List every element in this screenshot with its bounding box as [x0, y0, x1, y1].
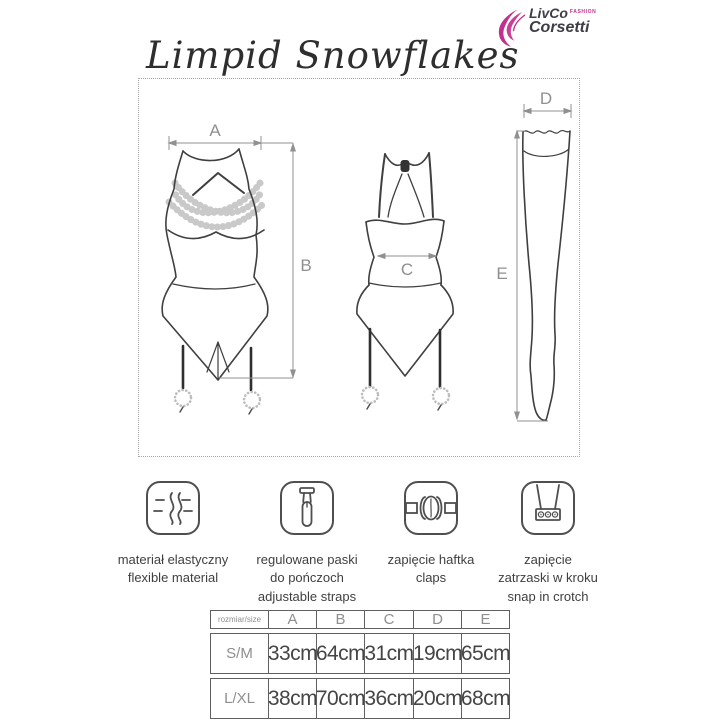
- size-table: [210, 610, 510, 719]
- garter-strap-icon: [279, 480, 335, 536]
- logo-fashion-word: FASHION: [569, 9, 597, 15]
- dimension-line-c: [378, 254, 436, 259]
- feature-adjustable-straps: [237, 480, 377, 606]
- dimension-label-a: A: [209, 121, 221, 140]
- bodysuit-front-drawing: [162, 149, 268, 414]
- column-header-a: A: [268, 611, 316, 628]
- column-header-d: D: [413, 611, 461, 628]
- product-title: Limpid Snowflakes: [146, 34, 520, 77]
- feature-caption: [237, 551, 377, 606]
- feature-caption: [103, 551, 243, 588]
- crotch-snap-icon: [520, 480, 576, 536]
- measurement-cell: 19cm: [413, 634, 461, 673]
- caption-line: zapięcie haftka: [387, 552, 475, 567]
- table-row-sm: [210, 633, 510, 674]
- dimension-label-b: B: [300, 256, 312, 275]
- column-header-e: E: [461, 611, 509, 628]
- size-label: S/M: [226, 645, 253, 662]
- caption-line: snap in crotch: [507, 588, 589, 604]
- caption-line: zatrzaski w kroku: [498, 570, 598, 586]
- hook-clasp-icon: [403, 480, 459, 536]
- size-table-corner-cell: rozmiar/size: [217, 615, 262, 624]
- column-header-c: C: [364, 611, 413, 628]
- stretch-icon: [145, 480, 201, 536]
- size-table-header-row: [210, 610, 510, 629]
- feature-snap-in-crotch: [478, 480, 618, 606]
- size-label: L/XL: [224, 690, 255, 707]
- logo-brand-name-2: Corsetti: [529, 19, 590, 36]
- measurement-diagram-box: [138, 78, 580, 457]
- measurement-cell: 68cm: [461, 679, 509, 718]
- table-row-lxl: [210, 678, 510, 719]
- measurement-cell: 65cm: [461, 634, 509, 673]
- column-header-b: B: [316, 611, 364, 628]
- caption-line: materiał elastyczny: [117, 552, 229, 567]
- dimension-lines-a-b: [169, 136, 295, 378]
- logo-brand-name: LivCo: [529, 5, 568, 21]
- measurement-cell: 36cm: [364, 679, 413, 718]
- measurement-cell: 33cm: [268, 634, 316, 673]
- dimension-label-d: D: [539, 89, 553, 108]
- caption-line: flexible material: [127, 570, 219, 586]
- measurement-cell: 20cm: [413, 679, 461, 718]
- measurement-cell: 31cm: [364, 634, 413, 673]
- dimension-label-e: E: [496, 264, 508, 283]
- dimension-label-c: C: [400, 260, 414, 279]
- caption-line: adjustable straps: [257, 588, 357, 604]
- measurement-cell: 64cm: [316, 634, 364, 673]
- feature-flexible-material: [103, 480, 243, 588]
- stocking-drawing: [523, 131, 570, 421]
- bodysuit-back-drawing: [357, 153, 453, 410]
- caption-line: regulowane paski: [256, 552, 358, 567]
- measurement-cell: 38cm: [268, 679, 316, 718]
- caption-line: zapięcie: [524, 552, 572, 567]
- caption-line: do pończoch: [270, 570, 344, 586]
- caption-line: claps: [415, 570, 447, 586]
- measurement-cell: 70cm: [316, 679, 364, 718]
- feature-caption: [478, 551, 618, 606]
- logo-text: [529, 6, 596, 36]
